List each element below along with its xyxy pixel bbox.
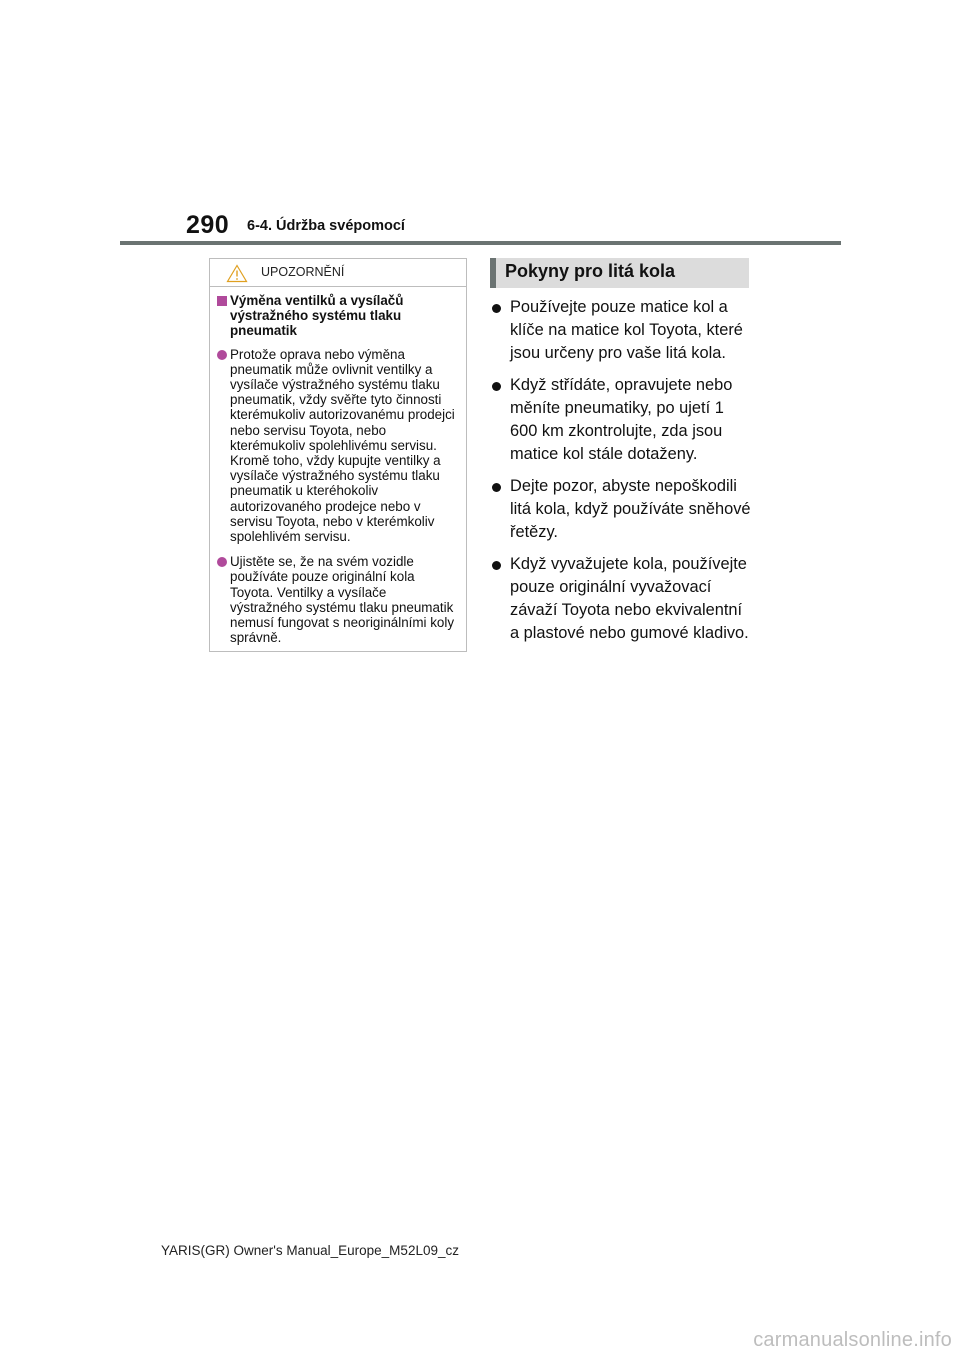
caution-heading bbox=[217, 293, 461, 339]
caution-item bbox=[217, 554, 461, 645]
bullet-icon bbox=[492, 483, 501, 492]
caution-header bbox=[210, 259, 466, 287]
list-item bbox=[492, 475, 754, 544]
list-item-text: Používejte pouze matice kol a klíče na matice kol Toyota, které jsou určeny pro vaše litá kola. bbox=[510, 298, 743, 362]
header-rule bbox=[120, 241, 841, 245]
section-heading: Pokyny pro litá kola bbox=[505, 261, 676, 281]
instruction-list bbox=[492, 296, 754, 654]
bullet-icon bbox=[492, 304, 501, 313]
warning-triangle-icon bbox=[226, 264, 248, 283]
caution-body bbox=[210, 287, 466, 645]
caution-item bbox=[217, 347, 461, 545]
list-item bbox=[492, 296, 754, 365]
list-item-text: Když vyvažujete kola, používejte pouze originální vyvažovací závaží Toyota nebo ekvivalentní a plastové nebo gumové kladivo. bbox=[510, 555, 749, 642]
watermark-link[interactable]: carmanualsonline.info bbox=[753, 1329, 952, 1351]
round-bullet-icon bbox=[217, 350, 227, 360]
caution-box bbox=[209, 258, 467, 652]
list-item bbox=[492, 553, 754, 645]
bullet-icon bbox=[492, 561, 501, 570]
caution-item-text: Ujistěte se, že na svém vozidle používáte pouze originální kola Toyota. Ventilky a vysílače výstražného systému tlaku pneumatik nemusí fungovat s neoriginálními koly správně. bbox=[230, 554, 455, 646]
section-heading-box bbox=[490, 258, 749, 288]
square-bullet-icon bbox=[217, 296, 227, 306]
section-title: 6-4. Údržba svépomocí bbox=[247, 218, 405, 234]
bullet-icon bbox=[492, 382, 501, 391]
list-item-text: Dejte pozor, abyste nepoškodili litá kola, když používáte sněhové řetězy. bbox=[510, 477, 751, 541]
list-item-text: Když střídáte, opravujete nebo měníte pneumatiky, po ujetí 1 600 km zkontrolujte, zda jsou matice kol stále dotaženy. bbox=[510, 376, 733, 463]
footer-text: YARIS(GR) Owner's Manual_Europe_M52L09_cz bbox=[161, 1243, 459, 1258]
list-item bbox=[492, 374, 754, 466]
caution-title: UPOZORNĚNÍ bbox=[261, 265, 345, 279]
caution-heading-text: Výměna ventilků a vysílačů výstražného systému tlaku pneumatik bbox=[230, 293, 404, 339]
caution-item-text: Protože oprava nebo výměna pneumatik může ovlivnit ventilky a vysílače výstražného systému tlaku pneumatik, vždy svěřte tyto činnosti kterémukoliv autorizovanému prodejci nebo servisu Toyota, nebo kterémukoliv spolehlivému servisu. Kromě toho, vždy kupujte ventilky a vysílače výstražného systému tlaku pneumatik u kteréhokoliv autorizovaného prodejce nebo v servisu Toyota, nebo v kterémkoliv spolehlivém servisu. bbox=[230, 346, 455, 545]
page-number: 290 bbox=[186, 211, 230, 239]
round-bullet-icon bbox=[217, 557, 227, 567]
